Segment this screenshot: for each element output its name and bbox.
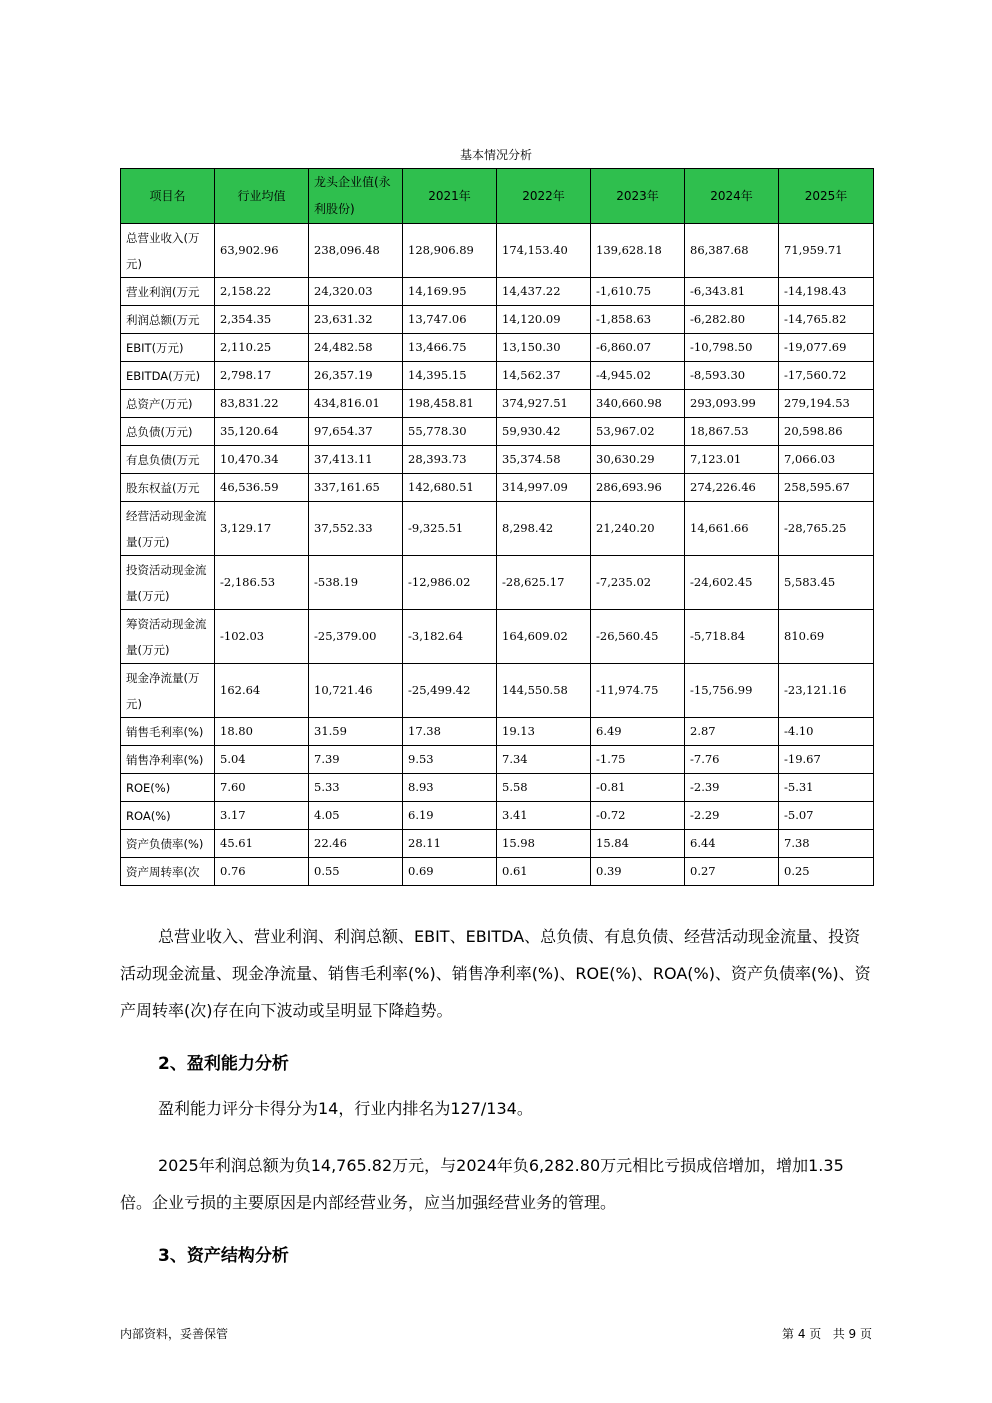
table-cell: 28,393.73 [403,446,497,474]
table-cell: 5,583.45 [779,556,874,610]
table-cell: 274,226.46 [685,474,779,502]
table-cell: 5.58 [497,774,591,802]
table-cell: -2.39 [685,774,779,802]
row-label: ROA(%) [121,802,215,830]
row-label: 销售净利率(%) [121,746,215,774]
table-cell: 162.64 [215,664,309,718]
table-cell: 2,158.22 [215,278,309,306]
table-cell: 6.49 [591,718,685,746]
summary-paragraph: 总营业收入、营业利润、利润总额、EBIT、EBITDA、总负债、有息负债、经营活动现金流量、投资活动现金流量、现金净流量、销售毛利率(%)、销售净利率(%)、ROE(%)、ROA(%)、资产负债率(%)、资产周转率(次)存在向下波动或呈明显下降趋势。 [120,927,871,1020]
table-cell: -25,499.42 [403,664,497,718]
table-cell: 7,066.03 [779,446,874,474]
table-cell: -0.81 [591,774,685,802]
table-row [121,390,874,418]
table-cell: 2,354.35 [215,306,309,334]
table-row [121,446,874,474]
table-cell: 71,959.71 [779,224,874,278]
table-cell: 6.19 [403,802,497,830]
table-row [121,858,874,886]
table-cell: 7,123.01 [685,446,779,474]
row-label: 资产周转率(次 [121,858,215,886]
table-cell: 13,466.75 [403,334,497,362]
table-cell: 86,387.68 [685,224,779,278]
table-cell: 8,298.42 [497,502,591,556]
table-cell: -4,945.02 [591,362,685,390]
table-cell: -5.07 [779,802,874,830]
row-label: EBIT(万元) [121,334,215,362]
table-cell: -5.31 [779,774,874,802]
row-label: 筹资活动现金流量(万元) [121,610,215,664]
table-cell: -7,235.02 [591,556,685,610]
table-row [121,502,874,556]
section-2-heading: 2、盈利能力分析 [158,1054,289,1074]
table-cell: -12,986.02 [403,556,497,610]
table-cell: -24,602.45 [685,556,779,610]
table-caption: 基本情况分析 [459,148,532,162]
table-cell: -17,560.72 [779,362,874,390]
table-cell: 7.39 [309,746,403,774]
table-cell: 0.61 [497,858,591,886]
table-cell: 14,169.95 [403,278,497,306]
table-cell: -3,182.64 [403,610,497,664]
table-cell: -6,343.81 [685,278,779,306]
table-cell: 0.27 [685,858,779,886]
table-cell: 17.38 [403,718,497,746]
table-row [121,362,874,390]
table-cell: -1,610.75 [591,278,685,306]
table-cell: 53,967.02 [591,418,685,446]
table-cell: -1,858.63 [591,306,685,334]
table-cell: 45.61 [215,830,309,858]
table-cell: 24,482.58 [309,334,403,362]
table-row [121,664,874,718]
row-label: 销售毛利率(%) [121,718,215,746]
table-cell: 26,357.19 [309,362,403,390]
table-row [121,418,874,446]
table-cell: 63,902.96 [215,224,309,278]
row-label: 总营业收入(万元) [121,224,215,278]
table-cell: -4.10 [779,718,874,746]
table-row [121,610,874,664]
table-cell: 15.98 [497,830,591,858]
table-cell: 13,747.06 [403,306,497,334]
table-cell: 15.84 [591,830,685,858]
table-cell: 0.55 [309,858,403,886]
table-cell: 35,120.64 [215,418,309,446]
table-cell: -6,860.07 [591,334,685,362]
table-cell: 0.76 [215,858,309,886]
table-cell: -19.67 [779,746,874,774]
table-cell: 18,867.53 [685,418,779,446]
table-row [121,556,874,610]
table-row [121,718,874,746]
table-cell: -7.76 [685,746,779,774]
table-row [121,802,874,830]
table-cell: 37,552.33 [309,502,403,556]
column-header: 2022年 [497,169,591,224]
table-cell: 142,680.51 [403,474,497,502]
table-cell: -102.03 [215,610,309,664]
table-cell: 286,693.96 [591,474,685,502]
table-cell: 31.59 [309,718,403,746]
table-cell: 5.04 [215,746,309,774]
column-header: 2025年 [779,169,874,224]
table-cell: 0.69 [403,858,497,886]
table-cell: 10,721.46 [309,664,403,718]
row-label: 总负债(万元) [121,418,215,446]
table-cell: -14,198.43 [779,278,874,306]
profitability-score-text: 盈利能力评分卡得分为14，行业内排名为127/134。 [158,1099,533,1118]
table-cell: 337,161.65 [309,474,403,502]
table-cell: 2,110.25 [215,334,309,362]
table-cell: 59,930.42 [497,418,591,446]
column-header: 2024年 [685,169,779,224]
row-label: 资产负债率(%) [121,830,215,858]
table-cell: -2,186.53 [215,556,309,610]
table-cell: 19.13 [497,718,591,746]
table-cell: 128,906.89 [403,224,497,278]
row-label: 利润总额(万元 [121,306,215,334]
table-cell: 83,831.22 [215,390,309,418]
table-cell: 18.80 [215,718,309,746]
table-cell: 30,630.29 [591,446,685,474]
table-row [121,306,874,334]
table-cell: -26,560.45 [591,610,685,664]
row-label: 现金净流量(万元) [121,664,215,718]
table-cell: 238,096.48 [309,224,403,278]
table-cell: 55,778.30 [403,418,497,446]
table-cell: 258,595.67 [779,474,874,502]
table-cell: -25,379.00 [309,610,403,664]
row-label: 营业利润(万元 [121,278,215,306]
table-cell: -15,756.99 [685,664,779,718]
column-header: 行业均值 [215,169,309,224]
row-label: ROE(%) [121,774,215,802]
table-cell: 97,654.37 [309,418,403,446]
table-cell: -0.72 [591,802,685,830]
table-cell: -10,798.50 [685,334,779,362]
table-cell: 139,628.18 [591,224,685,278]
table-cell: 22.46 [309,830,403,858]
table-cell: 24,320.03 [309,278,403,306]
table-cell: 2.87 [685,718,779,746]
table-header-row [121,169,874,224]
table-cell: 23,631.32 [309,306,403,334]
row-label: 投资活动现金流量(万元) [121,556,215,610]
table-row [121,746,874,774]
table-cell: 374,927.51 [497,390,591,418]
table-cell: 37,413.11 [309,446,403,474]
table-cell: -28,765.25 [779,502,874,556]
row-label: 股东权益(万元 [121,474,215,502]
table-cell: 3,129.17 [215,502,309,556]
table-cell: 9.53 [403,746,497,774]
table-cell: 279,194.53 [779,390,874,418]
table-cell: 314,997.09 [497,474,591,502]
table-cell: 4.05 [309,802,403,830]
table-cell: -1.75 [591,746,685,774]
table-cell: 10,470.34 [215,446,309,474]
table-cell: 7.38 [779,830,874,858]
row-label: 经营活动现金流量(万元) [121,502,215,556]
footer-page-number: 第 4 页 共 9 页 [782,1327,872,1341]
table-cell: 3.41 [497,802,591,830]
table-cell: -23,121.16 [779,664,874,718]
table-cell: 198,458.81 [403,390,497,418]
table-cell: 810.69 [779,610,874,664]
table-cell: 28.11 [403,830,497,858]
table-cell: 144,550.58 [497,664,591,718]
column-header: 龙头企业值(永利股份) [309,169,403,224]
table-cell: -2.29 [685,802,779,830]
table-cell: 14,562.37 [497,362,591,390]
table-row [121,774,874,802]
table-cell: -28,625.17 [497,556,591,610]
table-cell: 13,150.30 [497,334,591,362]
table-body [121,224,874,886]
table-cell: 14,120.09 [497,306,591,334]
table-cell: -14,765.82 [779,306,874,334]
table-cell: 21,240.20 [591,502,685,556]
table-cell: 7.60 [215,774,309,802]
table-cell: 46,536.59 [215,474,309,502]
table-cell: 6.44 [685,830,779,858]
table-cell: -538.19 [309,556,403,610]
table-cell: -9,325.51 [403,502,497,556]
table-row [121,830,874,858]
table-cell: -5,718.84 [685,610,779,664]
profit-analysis-text: 2025年利润总额为负14,765.82万元，与2024年负6,282.80万元相比亏损成倍增加，增加1.35倍。企业亏损的主要原因是内部经营业务，应当加强经营业务的管理。 [120,1156,844,1212]
table-row [121,334,874,362]
table-cell: 14,661.66 [685,502,779,556]
footer-confidential-note: 内部资料，妥善保管 [120,1327,229,1341]
table-cell: 2,798.17 [215,362,309,390]
table-row [121,224,874,278]
table-cell: 293,093.99 [685,390,779,418]
table-cell: -19,077.69 [779,334,874,362]
table-cell: 3.17 [215,802,309,830]
row-label: 总资产(万元) [121,390,215,418]
table-cell: 14,395.15 [403,362,497,390]
row-label: EBITDA(万元) [121,362,215,390]
table-cell: -11,974.75 [591,664,685,718]
table-cell: 174,153.40 [497,224,591,278]
table-cell: 0.39 [591,858,685,886]
table-cell: 5.33 [309,774,403,802]
column-header: 项目名 [121,169,215,224]
table-cell: -8,593.30 [685,362,779,390]
table-cell: 0.25 [779,858,874,886]
table-cell: 35,374.58 [497,446,591,474]
table-cell: 164,609.02 [497,610,591,664]
table-cell: 14,437.22 [497,278,591,306]
basic-analysis-table [120,168,874,886]
table-cell: 340,660.98 [591,390,685,418]
section-3-heading: 3、资产结构分析 [158,1246,289,1266]
table-cell: -6,282.80 [685,306,779,334]
table-cell: 20,598.86 [779,418,874,446]
column-header: 2023年 [591,169,685,224]
table-cell: 434,816.01 [309,390,403,418]
column-header: 2021年 [403,169,497,224]
table-row [121,278,874,306]
table-cell: 8.93 [403,774,497,802]
table-row [121,474,874,502]
table-cell: 7.34 [497,746,591,774]
row-label: 有息负债(万元 [121,446,215,474]
